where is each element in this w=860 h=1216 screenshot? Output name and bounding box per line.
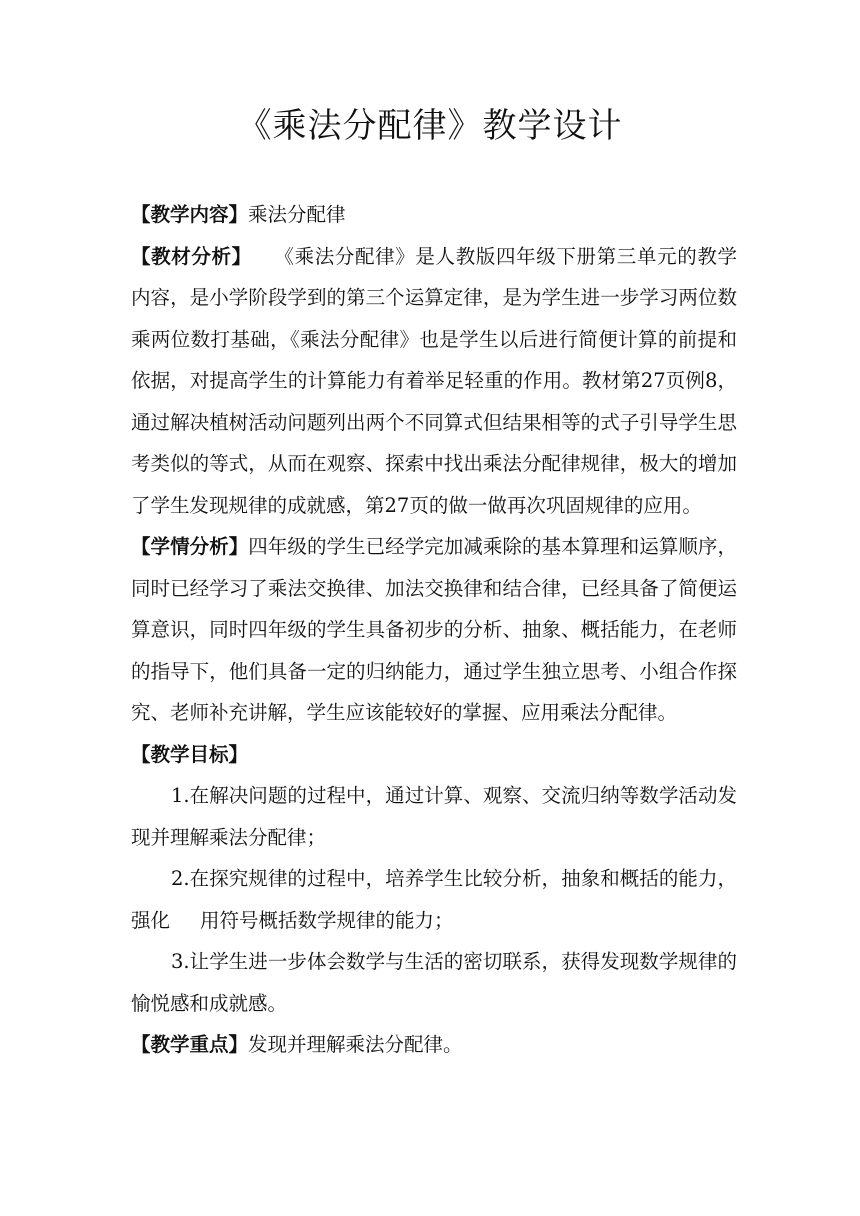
section-label: 【教学重点】 [131, 1033, 249, 1056]
section-key-point [131, 1024, 737, 1066]
goal-item-2-continuation: 用符号概括数学规律的能力； [200, 908, 454, 932]
goal-item-2-text: 2.在探究规律的过程中，培养学生比较分析，抽象和概括的能力，强化 [131, 867, 737, 932]
section-text: 《乘法分配律》是人教版四年级下册第三单元的教学内容，是小学阶段学到的第三个运算定律，是为学生进一步学习两位数乘两位数打基础，《乘法分配律》也是学生以后进行简便计算的前提和依据，对提高学生的计算能力有着举足轻重的作用。教材第27页例8，通过解决植树活动问题列出两个不同算式但结果相等的式子引导学生思考类似的等式，从而在观察、探索中找出乘法分配律规律，极大的增加了学生发现规律的成就感，第27页的做一做再次巩固规律的应用。 [131, 244, 737, 517]
section-text: 发现并理解乘法分配律。 [248, 1033, 463, 1056]
section-text: 乘法分配律 [248, 203, 346, 226]
section-teaching-content [131, 194, 737, 236]
section-label: 【教学目标】 [131, 742, 249, 766]
goal-item-3: 3.让学生进一步体会数学与生活的密切联系，获得发现数学规律的愉悦感和成就感。 [131, 950, 737, 1015]
section-learner-analysis [131, 526, 737, 734]
goal-item-2 [131, 858, 737, 941]
section-text: 四年级的学生已经学完加减乘除的基本算理和运算顺序，同时已经学习了乘法交换律、加法交换律和结合律，已经具备了简便运算意识，同时四年级的学生具备初步的分析、抽象、概括能力，在老师的指导下，他们具备一定的归纳能力，通过学生独立思考、小组合作探究、老师补充讲解，学生应该能较好的掌握、应用乘法分配律。 [131, 535, 737, 724]
section-textbook-analysis [131, 236, 737, 527]
section-label: 【教学内容】 [131, 203, 249, 226]
goal-item-1: 1.在解决问题的过程中，通过计算、观察、交流归纳等数学活动发现并理解乘法分配律； [131, 784, 737, 849]
document-body [131, 194, 737, 1066]
section-teaching-goals [131, 734, 737, 776]
document-title: 《乘法分配律》教学设计 [237, 106, 623, 146]
section-label: 【学情分析】 [131, 535, 249, 558]
section-label: 【教材分析】 [131, 244, 252, 268]
